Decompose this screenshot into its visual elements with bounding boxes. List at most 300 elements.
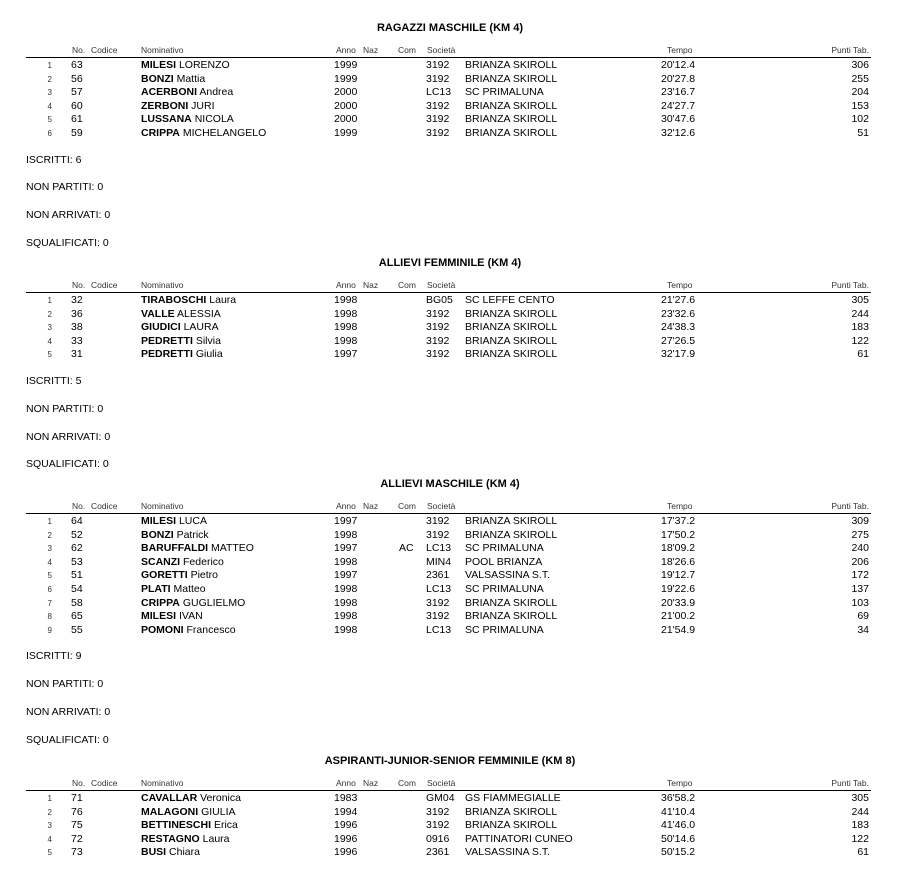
bib-number-cell: 55 <box>71 623 83 636</box>
athlete-surname: TIRABOSCHI <box>141 294 207 306</box>
column-header-tempo: Tempo <box>667 280 693 290</box>
rank-cell: 5 <box>47 848 52 858</box>
column-header-punti: Punti Tab. <box>831 45 869 55</box>
rank-cell: 3 <box>47 544 52 554</box>
athlete-surname: SCANZI <box>141 555 181 568</box>
athlete-name-cell <box>141 321 219 335</box>
athlete-firstname: MICHELANGELO <box>182 127 267 139</box>
club-code-cell: GM04 <box>426 792 455 804</box>
table-row <box>0 806 900 820</box>
club-name-cell: BRIANZA SKIROLL <box>465 307 558 320</box>
column-header-anno: Anno <box>336 778 356 788</box>
points-cell: 172 <box>851 569 869 582</box>
bib-number-cell: 31 <box>71 348 83 361</box>
bib-number-cell: 32 <box>71 294 83 306</box>
time-cell: 20'33.9 <box>661 596 696 609</box>
time-cell: 24'38.3 <box>661 321 696 334</box>
points-cell: 61 <box>857 348 869 361</box>
column-header-no: No. <box>72 501 86 511</box>
birth-year-cell: 1983 <box>334 792 358 804</box>
points-cell: 51 <box>857 127 869 139</box>
points-cell: 204 <box>851 86 869 99</box>
bib-number-cell: 71 <box>71 792 83 804</box>
club-code-cell: 3192 <box>426 99 450 112</box>
points-cell: 305 <box>851 792 869 804</box>
points-cell: 34 <box>857 623 869 636</box>
club-code-cell: 2361 <box>426 846 450 859</box>
column-header-codice: Codice <box>91 45 118 55</box>
points-cell: 244 <box>851 805 869 818</box>
header-divider <box>26 790 871 791</box>
athlete-firstname: Andrea <box>199 86 234 99</box>
rank-cell: 8 <box>47 612 52 622</box>
birth-year-cell: 1997 <box>334 348 358 361</box>
column-header-tempo: Tempo <box>667 45 693 55</box>
athlete-name-cell <box>141 610 203 624</box>
bib-number-cell: 56 <box>71 72 83 85</box>
athlete-firstname: ALESSIA <box>176 307 221 320</box>
athlete-name-cell <box>141 806 236 820</box>
column-header-naz: Naz <box>363 280 379 290</box>
table-row <box>0 113 900 127</box>
header-divider <box>26 292 871 293</box>
athlete-name-cell <box>141 127 266 141</box>
athlete-firstname: Federico <box>183 555 224 568</box>
column-header-codice: Codice <box>91 280 118 290</box>
points-cell: 240 <box>851 542 869 555</box>
time-cell: 17'37.2 <box>661 515 696 527</box>
athlete-surname: CRIPPA <box>141 127 180 139</box>
athlete-surname: BETTINESCHI <box>141 819 212 832</box>
club-name-cell: POOL BRIANZA <box>465 555 543 568</box>
rank-cell: 2 <box>47 309 52 319</box>
club-code-cell: 3192 <box>426 72 450 85</box>
athlete-name-cell <box>141 569 218 583</box>
athlete-name-cell <box>141 308 221 322</box>
column-header-societa: Società <box>427 45 456 55</box>
table-row <box>0 792 900 806</box>
table-row <box>0 542 900 556</box>
bib-number-cell: 61 <box>71 113 83 126</box>
column-header-com: Com <box>398 778 416 788</box>
table-row <box>0 100 900 114</box>
summary-stat: ISCRITTI: 6 <box>26 153 82 166</box>
time-cell: 41'46.0 <box>661 819 696 832</box>
summary-stat: SQUALIFICATI: 0 <box>26 237 109 249</box>
athlete-surname: MILESI <box>141 59 177 71</box>
column-header-com: Com <box>398 45 416 55</box>
birth-year-cell: 1999 <box>334 72 358 85</box>
rank-cell: 3 <box>47 323 52 333</box>
table-row <box>0 321 900 335</box>
athlete-name-cell <box>141 819 238 833</box>
birth-year-cell: 1998 <box>334 610 358 623</box>
athlete-firstname: IVAN <box>178 610 203 623</box>
club-name-cell: BRIANZA SKIROLL <box>465 805 558 818</box>
rank-cell: 6 <box>47 129 52 138</box>
time-cell: 18'09.2 <box>661 542 696 555</box>
athlete-firstname: GIULIA <box>201 805 236 818</box>
section-title: ASPIRANTI-JUNIOR-SENIOR FEMMINILE (KM 8) <box>324 755 576 767</box>
athlete-name-cell <box>141 515 207 529</box>
bib-number-cell: 72 <box>71 832 83 845</box>
column-header-nominativo: Nominativo <box>141 280 184 290</box>
athlete-firstname: Pietro <box>190 569 219 582</box>
club-code-cell: LC13 <box>426 623 452 636</box>
club-code-cell: 3192 <box>426 596 450 609</box>
club-name-cell: VALSASSINA S.T. <box>465 846 551 859</box>
athlete-name-cell <box>141 542 254 556</box>
club-name-cell: BRIANZA SKIROLL <box>465 113 558 126</box>
athlete-name-cell <box>141 624 236 638</box>
club-code-cell: 3192 <box>426 321 450 334</box>
bib-number-cell: 36 <box>71 307 83 320</box>
bib-number-cell: 33 <box>71 334 83 347</box>
table-row <box>0 515 900 529</box>
birth-year-cell: 1998 <box>334 596 358 609</box>
table-row <box>0 819 900 833</box>
birth-year-cell: 2000 <box>334 99 358 112</box>
birth-year-cell: 1998 <box>334 334 358 347</box>
club-name-cell: BRIANZA SKIROLL <box>465 819 558 832</box>
column-header-nominativo: Nominativo <box>141 778 184 788</box>
time-cell: 21'00.2 <box>661 610 696 623</box>
points-cell: 306 <box>851 59 869 71</box>
points-cell: 122 <box>851 334 869 347</box>
athlete-name-cell <box>141 73 205 87</box>
athlete-surname: MALAGONI <box>141 805 199 818</box>
club-name-cell: SC PRIMALUNA <box>465 542 544 555</box>
summary-stat: NON ARRIVATI: 0 <box>26 430 111 443</box>
rank-cell: 3 <box>47 821 52 831</box>
rank-cell: 6 <box>47 585 52 594</box>
bib-number-cell: 38 <box>71 321 83 334</box>
athlete-firstname: LUCA <box>178 515 207 527</box>
column-header-no: No. <box>72 778 86 788</box>
table-row <box>0 846 900 860</box>
table-row <box>0 348 900 362</box>
birth-year-cell: 1998 <box>334 623 358 636</box>
club-code-cell: 3192 <box>426 515 450 527</box>
table-row <box>0 583 900 597</box>
athlete-firstname: Silvia <box>195 334 221 347</box>
section-title: ALLIEVI MASCHILE (KM 4) <box>380 478 520 490</box>
athlete-surname: BONZI <box>141 528 174 541</box>
club-code-cell: 2361 <box>426 569 450 582</box>
column-header-no: No. <box>72 280 86 290</box>
athlete-firstname: LAURA <box>183 321 219 334</box>
bib-number-cell: 58 <box>71 596 83 609</box>
athlete-firstname: Matteo <box>173 583 206 595</box>
club-name-cell: BRIANZA SKIROLL <box>465 321 558 334</box>
athlete-name-cell <box>141 348 223 362</box>
column-header-anno: Anno <box>336 501 356 511</box>
athlete-name-cell <box>141 335 221 349</box>
birth-year-cell: 1998 <box>334 583 358 595</box>
club-name-cell: BRIANZA SKIROLL <box>465 596 558 609</box>
column-header-tempo: Tempo <box>667 778 693 788</box>
rank-cell: 4 <box>47 336 52 346</box>
athlete-firstname: LORENZO <box>178 59 230 71</box>
time-cell: 19'22.6 <box>661 583 696 595</box>
bib-number-cell: 52 <box>71 528 83 541</box>
column-header-nominativo: Nominativo <box>141 501 184 511</box>
athlete-firstname: Chiara <box>169 846 200 859</box>
summary-stat: SQUALIFICATI: 0 <box>26 733 109 746</box>
time-cell: 24'27.7 <box>661 99 696 112</box>
club-name-cell: VALSASSINA S.T. <box>465 569 551 582</box>
athlete-firstname: Francesco <box>186 623 236 636</box>
club-name-cell: BRIANZA SKIROLL <box>465 528 558 541</box>
birth-year-cell: 1996 <box>334 846 358 859</box>
club-code-cell: 3192 <box>426 59 450 71</box>
birth-year-cell: 1996 <box>334 819 358 832</box>
athlete-firstname: Veronica <box>200 792 241 804</box>
column-header-anno: Anno <box>336 45 356 55</box>
column-header-naz: Naz <box>363 45 379 55</box>
bib-number-cell: 65 <box>71 610 83 623</box>
athlete-firstname: Laura <box>202 832 230 845</box>
birth-year-cell: 1999 <box>334 127 358 139</box>
time-cell: 50'14.6 <box>661 832 696 845</box>
rank-cell: 9 <box>47 625 52 635</box>
club-name-cell: SC LEFFE CENTO <box>465 294 555 306</box>
table-row <box>0 59 900 73</box>
athlete-name-cell <box>141 597 245 611</box>
column-header-row <box>0 778 900 790</box>
table-row <box>0 127 900 141</box>
time-cell: 32'17.9 <box>661 348 696 361</box>
column-header-naz: Naz <box>363 501 379 511</box>
time-cell: 20'12.4 <box>661 59 696 71</box>
athlete-surname: PEDRETTI <box>141 348 193 361</box>
club-code-cell: MIN4 <box>426 555 452 568</box>
birth-year-cell: 1998 <box>334 307 358 320</box>
table-row <box>0 529 900 543</box>
bib-number-cell: 76 <box>71 805 83 818</box>
club-name-cell: SC PRIMALUNA <box>465 623 544 636</box>
points-cell: 69 <box>857 610 869 623</box>
club-code-cell: LC13 <box>426 86 452 99</box>
club-name-cell: BRIANZA SKIROLL <box>465 515 558 527</box>
rank-cell: 3 <box>47 88 52 98</box>
athlete-firstname: Patrick <box>176 528 209 541</box>
athlete-surname: MILESI <box>141 515 177 527</box>
birth-year-cell: 2000 <box>334 113 358 126</box>
athlete-name-cell <box>141 833 230 847</box>
athlete-surname: BONZI <box>141 72 174 85</box>
summary-stat: NON ARRIVATI: 0 <box>26 209 111 222</box>
birth-year-cell: 1998 <box>334 294 358 306</box>
points-cell: 305 <box>851 294 869 306</box>
table-row <box>0 624 900 638</box>
club-code-cell: 3192 <box>426 805 450 818</box>
birth-year-cell: 1999 <box>334 59 358 71</box>
bib-number-cell: 62 <box>71 542 83 555</box>
athlete-surname: ZERBONI <box>141 99 189 112</box>
time-cell: 17'50.2 <box>661 528 696 541</box>
rank-cell: 7 <box>47 598 52 608</box>
birth-year-cell: 1998 <box>334 528 358 541</box>
athlete-surname: CRIPPA <box>141 596 180 609</box>
athlete-firstname: MATTEO <box>211 542 254 555</box>
rank-cell: 5 <box>47 115 52 125</box>
club-name-cell: SC PRIMALUNA <box>465 583 544 595</box>
table-row <box>0 308 900 322</box>
summary-stat: ISCRITTI: 5 <box>26 375 82 387</box>
athlete-name-cell <box>141 86 233 100</box>
time-cell: 41'10.4 <box>661 805 696 818</box>
birth-year-cell: 1997 <box>334 515 358 527</box>
rank-cell: 2 <box>47 74 52 84</box>
athlete-name-cell <box>141 100 215 114</box>
column-header-nominativo: Nominativo <box>141 45 184 55</box>
points-cell: 137 <box>851 583 869 595</box>
bib-number-cell: 64 <box>71 515 83 527</box>
rank-cell: 1 <box>47 794 52 803</box>
rank-cell: 1 <box>47 61 52 70</box>
column-header-row <box>0 280 900 292</box>
time-cell: 23'16.7 <box>661 86 696 99</box>
club-code-cell: 3192 <box>426 610 450 623</box>
time-cell: 30'47.6 <box>661 113 696 126</box>
club-code-cell: 3192 <box>426 348 450 361</box>
club-code-cell: 3192 <box>426 113 450 126</box>
rank-cell: 1 <box>47 517 52 526</box>
athlete-firstname: Giulia <box>195 348 223 361</box>
column-header-punti: Punti Tab. <box>831 501 869 511</box>
club-code-cell: BG05 <box>426 294 453 306</box>
column-header-punti: Punti Tab. <box>831 280 869 290</box>
birth-year-cell: 1998 <box>334 321 358 334</box>
time-cell: 23'32.6 <box>661 307 696 320</box>
table-row <box>0 556 900 570</box>
bib-number-cell: 53 <box>71 555 83 568</box>
bib-number-cell: 51 <box>71 569 83 582</box>
time-cell: 19'12.7 <box>661 569 696 582</box>
points-cell: 122 <box>851 832 869 845</box>
birth-year-cell: 1997 <box>334 569 358 582</box>
column-header-anno: Anno <box>336 280 356 290</box>
club-name-cell: BRIANZA SKIROLL <box>465 348 558 361</box>
bib-number-cell: 57 <box>71 86 83 99</box>
table-row <box>0 86 900 100</box>
athlete-surname: GORETTI <box>141 569 188 582</box>
athlete-firstname: GUGLIELMO <box>182 596 246 609</box>
table-row <box>0 294 900 308</box>
column-header-row <box>0 45 900 57</box>
points-cell: 183 <box>851 321 869 334</box>
table-row <box>0 597 900 611</box>
time-cell: 21'27.6 <box>661 294 696 306</box>
club-name-cell: GS FIAMMEGIALLE <box>465 792 561 804</box>
birth-year-cell: 1997 <box>334 542 358 555</box>
club-name-cell: BRIANZA SKIROLL <box>465 127 558 139</box>
column-header-naz: Naz <box>363 778 379 788</box>
athlete-surname: GIUDICI <box>141 321 181 334</box>
time-cell: 50'15.2 <box>661 846 696 859</box>
rank-cell: 2 <box>47 807 52 817</box>
points-cell: 61 <box>857 846 869 859</box>
column-header-row <box>0 501 900 513</box>
rank-cell: 5 <box>47 350 52 360</box>
header-divider <box>26 513 871 514</box>
points-cell: 255 <box>851 72 869 85</box>
bib-number-cell: 73 <box>71 846 83 859</box>
athlete-surname: POMONI <box>141 623 184 636</box>
bib-number-cell: 54 <box>71 583 83 595</box>
time-cell: 36'58.2 <box>661 792 696 804</box>
column-header-tempo: Tempo <box>667 501 693 511</box>
club-name-cell: BRIANZA SKIROLL <box>465 99 558 112</box>
column-header-codice: Codice <box>91 778 118 788</box>
club-code-cell: 3192 <box>426 127 450 139</box>
header-divider <box>26 57 871 58</box>
summary-stat: SQUALIFICATI: 0 <box>26 458 109 471</box>
athlete-surname: ACERBONI <box>141 86 198 99</box>
athlete-surname: LUSSANA <box>141 113 192 126</box>
club-code-cell: 0916 <box>426 832 450 845</box>
column-header-societa: Società <box>427 280 456 290</box>
column-header-societa: Società <box>427 778 456 788</box>
points-cell: 103 <box>851 596 869 609</box>
rank-cell: 4 <box>47 834 52 844</box>
club-code-cell: 3192 <box>426 528 450 541</box>
bib-number-cell: 63 <box>71 59 83 71</box>
athlete-firstname: Erica <box>213 819 238 832</box>
table-row <box>0 335 900 349</box>
birth-year-cell: 2000 <box>334 86 358 99</box>
table-row <box>0 610 900 624</box>
time-cell: 18'26.6 <box>661 555 696 568</box>
points-cell: 309 <box>851 515 869 527</box>
summary-stat: NON ARRIVATI: 0 <box>26 706 111 718</box>
column-header-punti: Punti Tab. <box>831 778 869 788</box>
bib-number-cell: 59 <box>71 127 83 139</box>
section-title: RAGAZZI MASCHILE (KM 4) <box>376 22 524 34</box>
athlete-surname: PLATI <box>141 583 171 595</box>
athlete-firstname: Laura <box>209 294 237 306</box>
club-code-cell: LC13 <box>426 583 452 595</box>
table-row <box>0 73 900 87</box>
club-code-cell: 3192 <box>426 819 450 832</box>
athlete-surname: CAVALLAR <box>141 792 198 804</box>
athlete-surname: PEDRETTI <box>141 334 193 347</box>
bib-number-cell: 60 <box>71 99 83 112</box>
summary-stat: NON PARTITI: 0 <box>26 678 104 691</box>
column-header-com: Com <box>398 501 416 511</box>
rank-cell: 5 <box>47 571 52 581</box>
time-cell: 27'26.5 <box>661 334 696 347</box>
athlete-name-cell <box>141 792 241 806</box>
athlete-surname: MILESI <box>141 610 177 623</box>
athlete-name-cell <box>141 113 234 127</box>
points-cell: 183 <box>851 819 869 832</box>
column-header-societa: Società <box>427 501 456 511</box>
athlete-name-cell <box>141 556 224 570</box>
summary-stat: NON PARTITI: 0 <box>26 181 104 194</box>
athlete-name-cell <box>141 294 236 308</box>
summary-stat: ISCRITTI: 9 <box>26 650 82 663</box>
table-row <box>0 569 900 583</box>
athlete-firstname: Mattia <box>176 72 206 85</box>
column-header-codice: Codice <box>91 501 118 511</box>
time-cell: 32'12.6 <box>661 127 696 139</box>
club-code-cell: 3192 <box>426 307 450 320</box>
table-row <box>0 833 900 847</box>
rank-cell: 4 <box>47 557 52 567</box>
rank-cell: 4 <box>47 101 52 111</box>
